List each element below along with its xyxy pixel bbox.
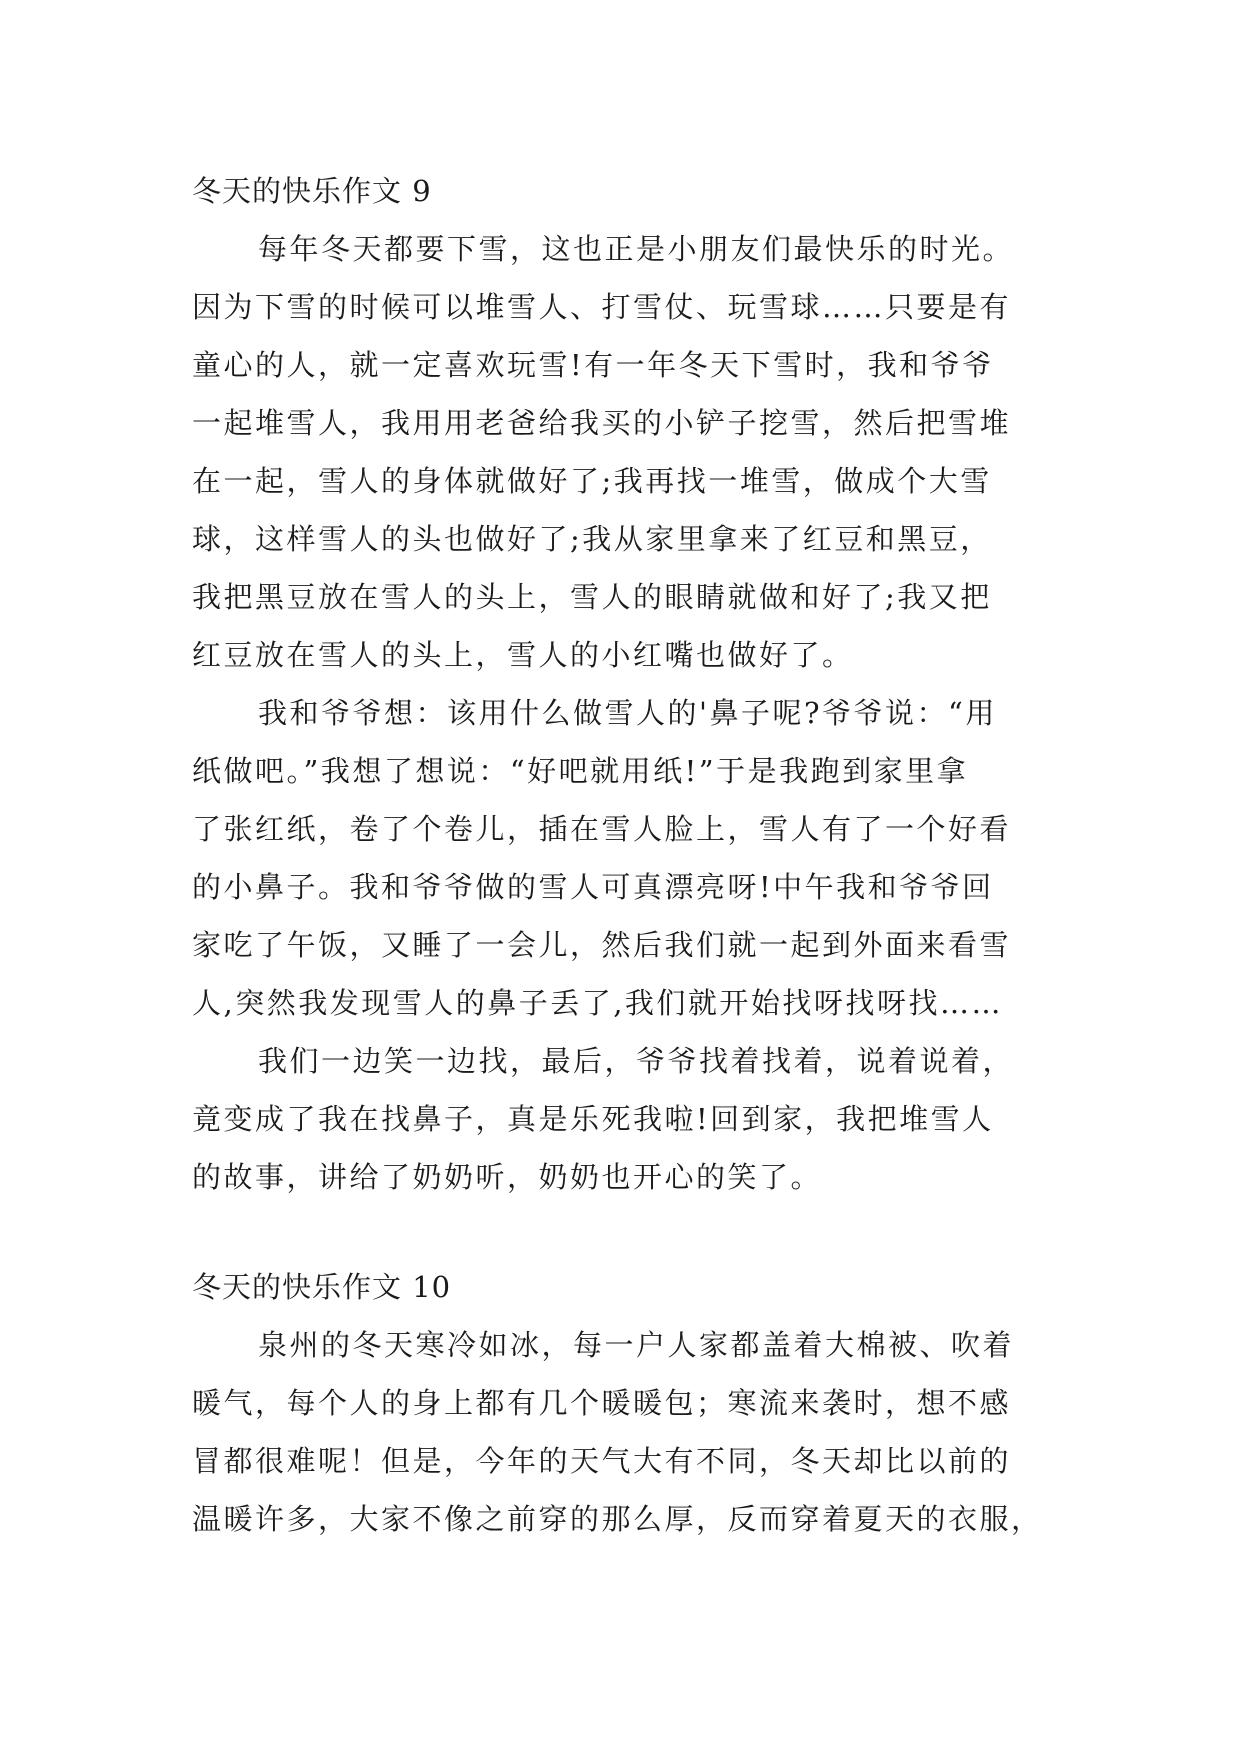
text-line: 家吃了午饭，又睡了一会儿，然后我们就一起到外面来看雪 (192, 928, 1012, 962)
text-line: 我们一边笑一边找，最后，爷爷找着找着，说着说着， (258, 1044, 1015, 1078)
text-line: 我把黑豆放在雪人的头上，雪人的眼睛就做和好了;我又把 (192, 580, 992, 614)
essay-title: 冬天的快乐作文 9 (192, 174, 432, 208)
text-line: 冒都很难呢！但是，今年的天气大有不同，冬天却比以前的 (192, 1444, 1012, 1478)
text-line: 因为下雪的时候可以堆雪人、打雪仗、玩雪球……只要是有 (192, 290, 1012, 324)
essay-section-10 (192, 1258, 1072, 1548)
paragraph (192, 684, 1072, 1032)
text-line: 人,突然我发现雪人的鼻子丢了,我们就开始找呀找呀找…… (192, 986, 1003, 1020)
text-line: 温暖许多，大家不像之前穿的那么厚，反而穿着夏天的衣服， (192, 1502, 1043, 1536)
text-line: 我和爷爷想：该用什么做雪人的'鼻子呢?爷爷说：“用 (258, 696, 997, 730)
text-line: 纸做吧。”我想了想说：“好吧就用纸!”于是我跑到家里拿 (192, 754, 969, 788)
text-line: 球，这样雪人的头也做好了;我从家里拿来了红豆和黑豆， (192, 522, 992, 556)
text-line: 童心的人，就一定喜欢玩雪!有一年冬天下雪时，我和爷爷 (192, 348, 994, 382)
text-line: 的故事，讲给了奶奶听，奶奶也开心的笑了。 (192, 1160, 823, 1194)
essay-section-9 (192, 162, 1072, 1206)
paragraph (192, 220, 1072, 684)
text-line: 在一起，雪人的身体就做好了;我再找一堆雪，做成个大雪 (192, 464, 992, 498)
paragraph (192, 1032, 1072, 1206)
text-line: 的小鼻子。我和爷爷做的雪人可真漂亮呀!中午我和爷爷回 (192, 870, 994, 904)
text-line: 了张红纸，卷了个卷儿，插在雪人脸上，雪人有了一个好看 (192, 812, 1012, 846)
text-line: 暖气，每个人的身上都有几个暖暖包；寒流来袭时，想不感 (192, 1386, 1012, 1420)
text-line: 泉州的冬天寒冷如冰，每一户人家都盖着大棉被、吹着 (258, 1328, 1015, 1362)
text-line: 红豆放在雪人的头上，雪人的小红嘴也做好了。 (192, 638, 854, 672)
essay-title: 冬天的快乐作文 10 (192, 1270, 452, 1304)
paragraph (192, 1316, 1072, 1548)
text-line: 一起堆雪人，我用用老爸给我买的小铲子挖雪，然后把雪堆 (192, 406, 1012, 440)
text-line: 竟变成了我在找鼻子，真是乐死我啦!回到家，我把堆雪人 (192, 1102, 994, 1136)
text-line: 每年冬天都要下雪，这也正是小朋友们最快乐的时光。 (258, 232, 1015, 266)
